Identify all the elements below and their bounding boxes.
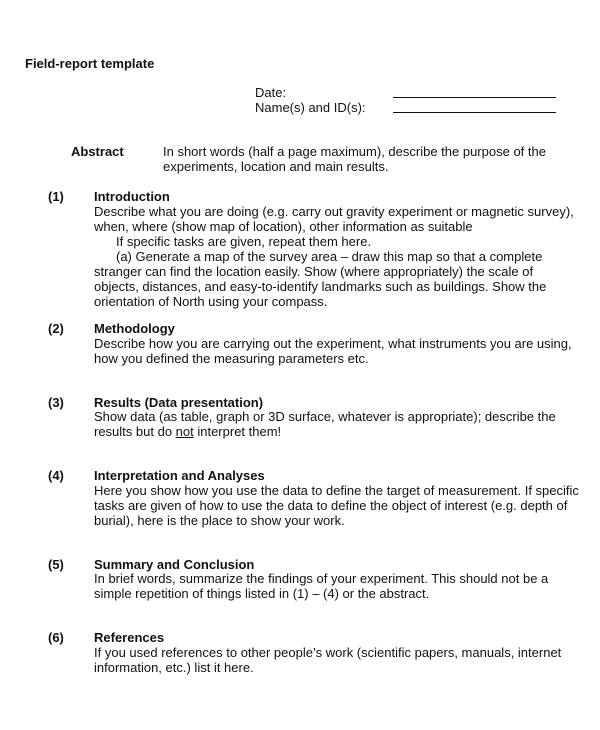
section-number: (5) [48,557,64,572]
section-body-results [94,409,584,439]
abstract-label: Abstract [71,144,124,159]
section-heading-interpretation: Interpretation and Analyses [94,468,265,483]
body-line: If specific tasks are given, repeat them here. [116,234,372,249]
section-body-summary [94,571,584,601]
section-number: (4) [48,468,64,483]
section-number: (6) [48,630,64,645]
body-line [94,424,584,439]
section-body-references [94,645,584,675]
body-line: In brief words, summarize the findings of your experiment. This should not be a [94,571,549,586]
body-text-span: interpret them! [193,424,282,439]
section-body-methodology [94,336,584,366]
section-number: (1) [48,189,64,204]
body-line: orientation of North using your compass. [94,294,328,309]
body-line: (a) Generate a map of the survey area – draw this map so that a complete [116,249,543,264]
section-number: (3) [48,395,64,410]
body-line: objects, distances, and easy-to-identify landmarks such as buildings. Show the [94,279,547,294]
abstract-text-line: In short words (half a page maximum), describe the purpose of the [163,144,546,159]
section-heading-references: References [94,630,165,645]
section-heading-summary: Summary and Conclusion [94,557,255,572]
section-heading-methodology: Methodology [94,321,175,336]
body-line: burial), here is the place to show your work. [94,513,345,528]
section-heading-results: Results (Data presentation) [94,395,264,410]
section-body-introduction [94,204,584,309]
emphasis-not: not [175,424,194,439]
body-line: If you used references to other people’s work (scientific papers, manuals, internet [94,645,562,660]
body-line: simple repetition of things listed in (1) – (4) or the abstract. [94,586,430,601]
section-body-interpretation [94,483,584,528]
body-line: stranger can find the location easily. Show (where appropriately) the scale of [94,264,534,279]
date-fill-line [393,97,556,98]
abstract-text-line: experiments, location and main results. [163,159,389,174]
document-title: Field-report template [25,56,155,71]
body-line: Describe what you are doing (e.g. carry out gravity experiment or magnetic survey), [94,204,574,219]
body-line: how you defined the measuring parameters etc. [94,351,369,366]
abstract-text [163,144,583,174]
body-text-span: results but do [94,424,176,439]
body-line: Show data (as table, graph or 3D surface, whatever is appropriate); describe the [94,409,556,424]
body-line: information, etc.) list it here. [94,660,254,675]
date-label: Date: [255,85,287,100]
body-line: when, where (show map of location), other information as suitable [94,219,473,234]
section-heading-introduction: Introduction [94,189,170,204]
section-number: (2) [48,321,64,336]
body-line: tasks are given of how to use the data to define the object of interest (e.g. depth of [94,498,568,513]
names-fill-line [393,112,556,113]
body-line: Here you show how you use the data to define the target of measurement. If specific [94,483,579,498]
names-label: Name(s) and ID(s): [255,100,366,115]
body-line: Describe how you are carrying out the experiment, what instruments you are using, [94,336,572,351]
